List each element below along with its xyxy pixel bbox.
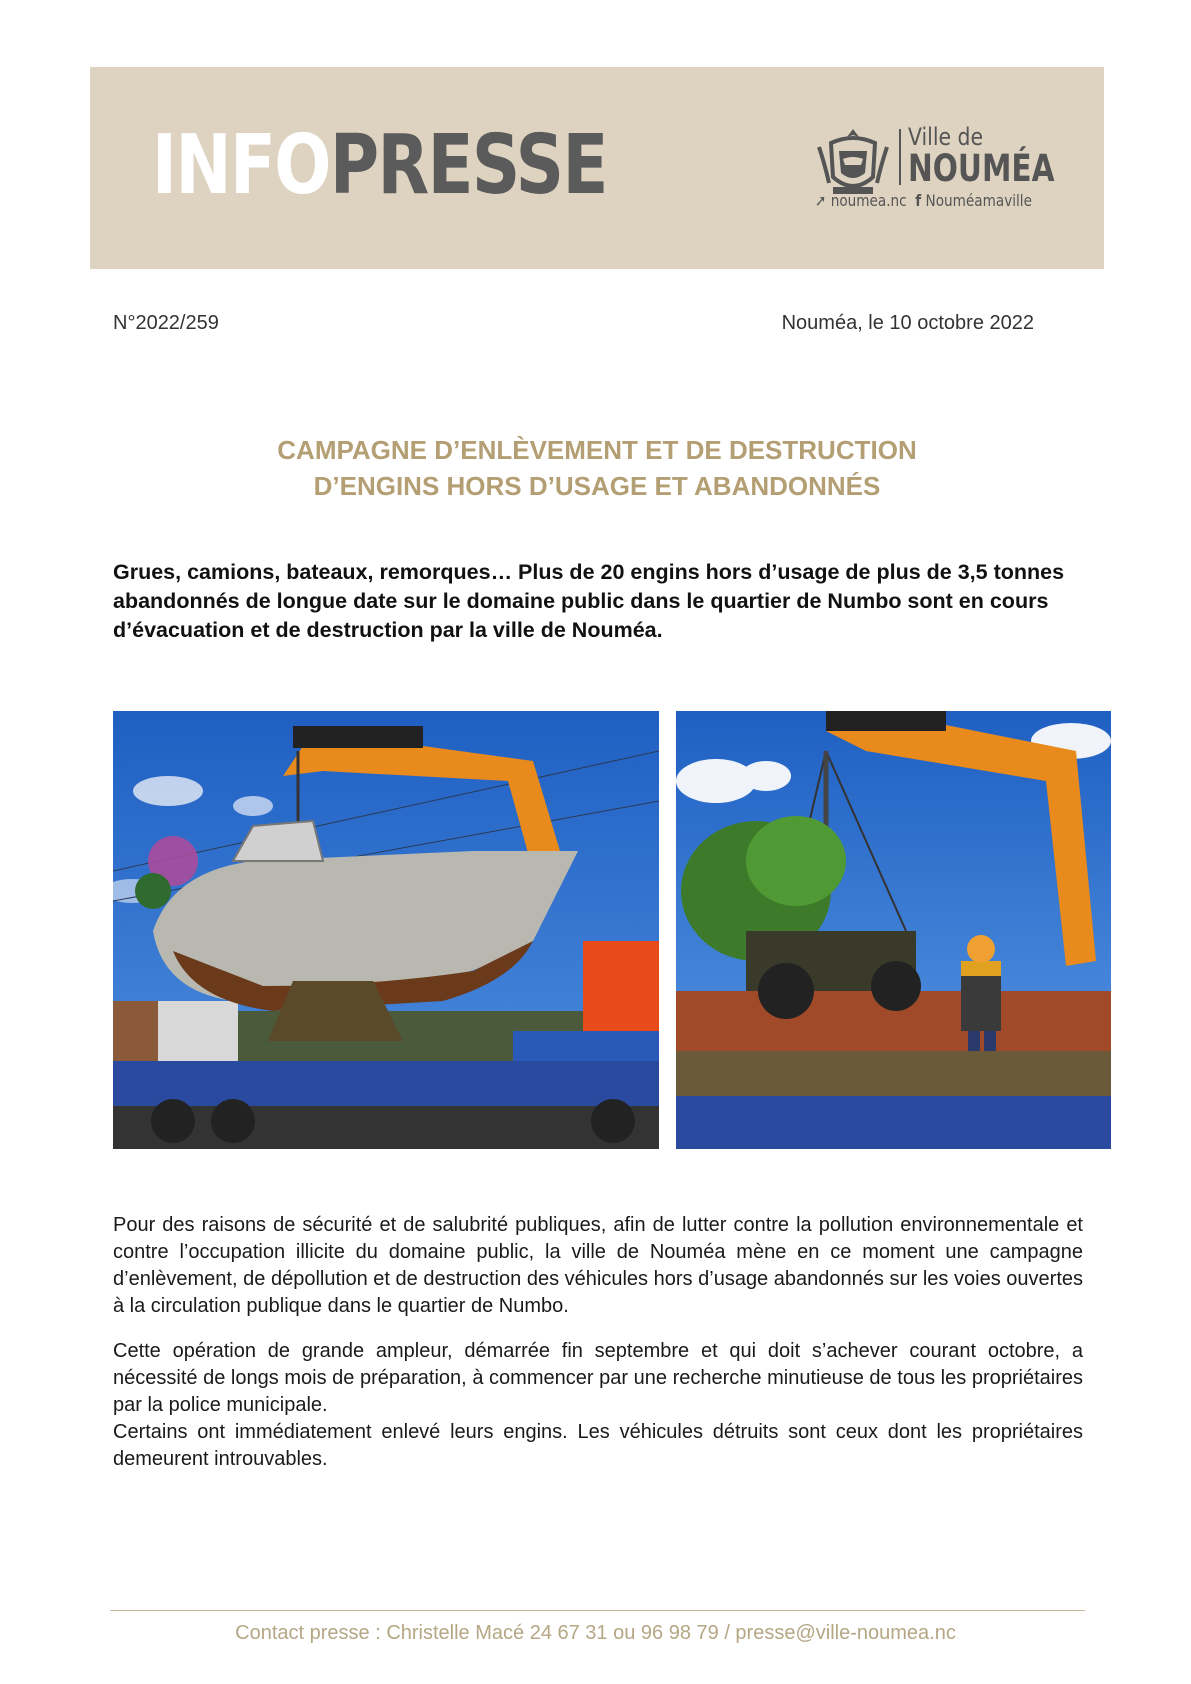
paragraph-operation: Cette opération de grande ampleur, démarrée fin septembre et qui doit s’achever courant octobre, a nécessité de longs mois de préparation, à commencer par une recherche minutieuse de tous les propriétaires par la police municipale.: [113, 1340, 1083, 1416]
photo-vehicle-crane: [676, 711, 1111, 1149]
press-release-date: Nouméa, le 10 octobre 2022: [781, 312, 1034, 334]
logo-noumea-text: NOUMÉA: [908, 147, 1055, 190]
footer-contact: Contact presse : Christelle Macé 24 67 31 ou 96 98 79 / presse@ville-noumea.nc: [235, 1622, 956, 1644]
footer-divider: [110, 1610, 1085, 1611]
header-banner: [90, 67, 1104, 269]
logo-separator: [899, 129, 901, 185]
brand-presse: PRESSE: [329, 118, 607, 213]
brand-info: INFO: [152, 118, 330, 213]
vehicle-crane-image: [676, 711, 1111, 1149]
paragraph-securite: Pour des raisons de sécurité et de salubrité publiques, afin de lutter contre la pollution environnementale et contre l’occupation illicite du domaine public, la ville de Nouméa mène en ce moment une campagne d’enlèvement, de dépollution et de destruction des véhicules hors d’usage abandonnés sur les voies ouvertes à la circulation publique dans le quartier de Numbo.: [113, 1214, 1083, 1317]
arrow-icon: ➚: [815, 191, 827, 210]
title-line-1: CAMPAGNE D’ENLÈVEMENT ET DE DESTRUCTION: [277, 435, 917, 465]
logo-social-links: [815, 191, 1032, 210]
body-paragraph-1: [113, 1212, 1083, 1320]
photo-boat-crane: [113, 711, 659, 1149]
ville-de-noumea-logo: [815, 123, 1055, 215]
info-presse-wordmark: [152, 118, 607, 213]
lead-paragraph: Grues, camions, bateaux, remorques… Plus de 20 engins hors d’usage de plus de 3,5 tonnes abandonnés de longue date sur le domaine public dans le quartier de Numbo sont en cours d’évacuation et de destruction par la ville de Nouméa.: [113, 560, 1065, 642]
page-title: [90, 432, 1104, 504]
facebook-text: Nouméamaville: [925, 191, 1032, 210]
facebook-icon: f: [915, 191, 922, 210]
body-paragraph-2: [113, 1338, 1083, 1473]
press-release-number: N°2022/259: [113, 312, 219, 334]
title-line-2: D’ENGINS HORS D’USAGE ET ABANDONNÉS: [313, 471, 881, 501]
boat-crane-image: [113, 711, 659, 1149]
website-text: noumea.nc: [830, 191, 907, 210]
logo-ville-text: Ville de: [908, 123, 984, 151]
paragraph-proprietaires: Certains ont immédiatement enlevé leurs engins. Les véhicules détruits sont ceux dont les propriétaires demeurent introuvables.: [113, 1421, 1083, 1470]
